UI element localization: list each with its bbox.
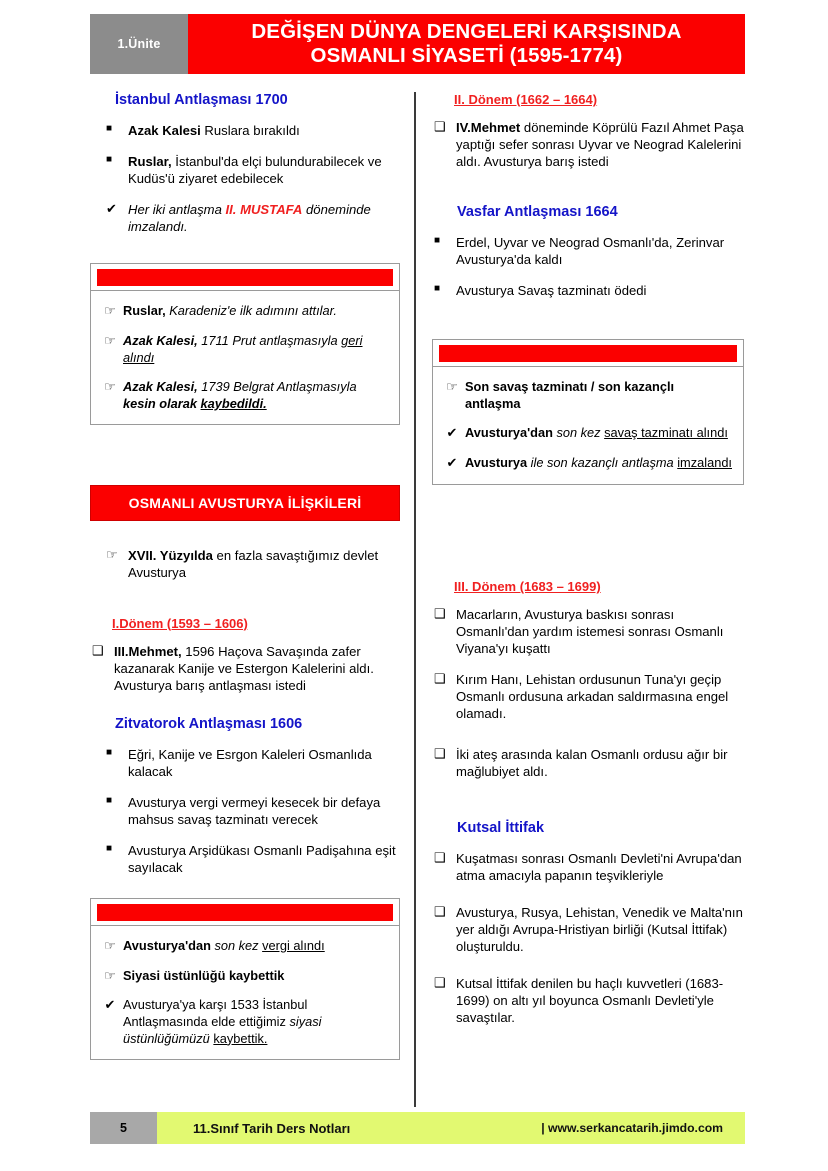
rest: İstanbul'da elçi bulundurabilecek ve Kudüs'ü ziyaret edebilecek <box>128 154 382 187</box>
box-bullet-icon: ❑ <box>92 642 104 658</box>
emphasis: Azak Kalesi, <box>123 379 198 395</box>
heading-donem-1: I.Dönem (1593 – 1606) <box>112 615 248 631</box>
emphasis: Azak Kalesi <box>128 123 201 138</box>
heading-vasfar: Vasfar Antlaşması 1664 <box>457 204 618 221</box>
page-header <box>90 14 745 74</box>
list-item-text <box>128 547 400 581</box>
rest-underline: imzalandı <box>677 455 732 471</box>
list-item-text <box>123 997 389 1047</box>
emphasis-red: II. MUSTAFA <box>225 202 303 218</box>
list-item <box>95 938 389 955</box>
summary-box-1-list <box>95 303 389 412</box>
heading-zitvatorok: Zitvatorok Antlaşması 1606 <box>115 715 303 732</box>
footer-bar <box>157 1112 745 1144</box>
summary-box-2 <box>90 898 400 1061</box>
list-item-text: İki ateş arasında kalan Osmanlı ordusu ağır bir mağlubiyet aldı. <box>456 747 728 780</box>
emphasis: Avusturya'dan <box>465 425 553 441</box>
hand-bullet-icon: ☞ <box>104 379 116 395</box>
summary-box-3-list <box>437 379 733 472</box>
square-bullet-icon: ■ <box>434 235 441 247</box>
emphasis: XVII. Yüzyılda <box>128 548 213 564</box>
rest-underline: kaybettik. <box>213 1030 268 1046</box>
emphasis: Avusturya <box>465 455 528 471</box>
rest-underline: vergi alındı <box>262 937 325 953</box>
part1: Her iki antlaşma <box>128 202 226 218</box>
summary-box-3-red-bar <box>439 345 737 362</box>
list-item <box>437 455 733 472</box>
rest: Avusturya'ya karşı 1533 İstanbul Antlaşmasında elde ettiğimiz <box>123 997 308 1030</box>
avusturya-intro-list <box>104 547 400 581</box>
list-item <box>432 975 744 1026</box>
list-item-text: Avusturya vergi vermeyi kesecek bir defaya mahsus savaş tazminatı verecek <box>128 794 381 827</box>
square-bullet-icon: ■ <box>106 123 113 134</box>
list-item <box>432 850 744 884</box>
list-item-text: Kutsal İttifak denilen bu haçlı kuvvetleri (1683- 1699) on altı yıl boyunca Osmanlı Devleti'yle savaştılar. <box>456 976 724 1026</box>
list-item-text <box>123 333 389 366</box>
list-item-text: Avusturya Savaş tazminatı ödedi <box>456 283 647 299</box>
rest: en fazla savaştığımız devlet Avusturya <box>128 548 379 581</box>
list-item-text <box>123 303 389 320</box>
check-bullet-icon: ✔ <box>446 425 458 441</box>
rest-underline: savaş tazminatı alındı <box>604 425 728 441</box>
list-item <box>432 282 744 299</box>
hand-bullet-icon: ☞ <box>104 967 116 983</box>
list-item-text <box>128 201 400 235</box>
list-item <box>95 997 389 1047</box>
check-bullet-icon: ✔ <box>106 201 117 217</box>
list-item <box>432 671 744 722</box>
box-bullet-icon: ❑ <box>434 850 446 866</box>
rest-italic: ile son kazançlı antlaşma <box>527 455 678 471</box>
list-item-text: Kuşatması sonrası Osmanlı Devleti'ni Avrupa'dan atma amacıyla papanın teşvikleriyle <box>456 851 742 884</box>
rest-italic: son kez <box>210 937 263 953</box>
list-item-text <box>123 379 389 412</box>
left-column <box>90 92 400 1076</box>
emphasis: Azak Kalesi, <box>123 332 198 348</box>
kutsal-ittifak-list <box>432 850 744 1026</box>
page-title-line1: DEĞİŞEN DÜNYA DENGELERİ KARŞISINDA <box>251 19 682 43</box>
summary-box-3 <box>432 339 744 485</box>
rest-italic: 1711 Prut antlaşmasıyla <box>197 332 342 348</box>
list-item-text: Avusturya, Rusya, Lehistan, Venedik ve Malta'nın yer aldığı Avrupa-Hristiyan birliği (Kutsal İttifak) oluşturuldu. <box>456 905 743 955</box>
box-bullet-icon: ❑ <box>434 671 446 687</box>
list-item <box>104 201 400 235</box>
list-item <box>104 746 400 780</box>
list-item-text: Erdel, Uyvar ve Neograd Osmanlı'da, Zerinvar Avusturya'da kaldı <box>456 235 725 268</box>
list-item-text: Avusturya Arşidükası Osmanlı Padişahına eşit sayılacak <box>128 842 396 875</box>
donem3-list <box>432 606 744 780</box>
summary-box-1-red-bar <box>97 269 393 286</box>
summary-box-1-body <box>91 291 399 424</box>
list-item-text <box>456 119 744 170</box>
list-item-text <box>123 938 389 955</box>
page-title-line2: OSMANLI SİYASETİ (1595-1774) <box>310 44 623 67</box>
banner-osmanli-avusturya: OSMANLI AVUSTURYA İLİŞKİLERİ <box>90 485 400 521</box>
list-item <box>95 968 389 985</box>
check-bullet-icon: ✔ <box>104 997 116 1013</box>
summary-box-3-body <box>433 367 743 484</box>
page-footer <box>90 1112 745 1144</box>
square-bullet-icon: ■ <box>434 283 441 295</box>
list-item <box>104 794 400 828</box>
column-divider <box>414 92 416 1107</box>
hand-bullet-icon: ☞ <box>104 937 116 953</box>
summary-box-2-bar-wrap <box>91 899 399 926</box>
list-item <box>432 119 744 170</box>
unit-badge: 1.Ünite <box>90 14 188 74</box>
footer-title: 11.Sınıf Tarih Ders Notları <box>193 1120 351 1136</box>
istanbul-list <box>104 122 400 235</box>
heading-kutsal-ittifak: Kutsal İttifak <box>457 820 545 837</box>
heading-donem-2: II. Dönem (1662 – 1664) <box>454 92 598 107</box>
list-item-text: Eğri, Kanije ve Esrgon Kaleleri Osmanlıda kalacak <box>128 746 372 779</box>
rest-bold-italic: kesin olarak <box>123 395 201 411</box>
list-item-text: Kırım Hanı, Lehistan ordusunun Tuna'yı geçip Osmanlı ordusuna arkadan saldırmasına engel olamadı. <box>456 672 729 722</box>
list-item-text: Macarların, Avusturya baskısı sonrası Osmanlı'dan yardım istemesi sonrası Osmanlı Viyana'yı kuşattı <box>456 607 724 657</box>
heading-istanbul-antlasmasi: İstanbul Antlaşması 1700 <box>115 92 288 108</box>
summary-box-3-bar-wrap <box>433 340 743 367</box>
rest-italic: Karadeniz'e ilk adımını attılar. <box>165 303 337 319</box>
emphasis: Ruslar, <box>128 154 172 170</box>
list-item-text <box>128 153 400 187</box>
rest-underline: geri alındı <box>123 332 363 365</box>
summary-box-1-bar-wrap <box>91 264 399 291</box>
hand-bullet-icon: ☞ <box>104 332 116 348</box>
list-item <box>90 643 400 694</box>
heading-donem-3: III. Dönem (1683 – 1699) <box>454 579 601 595</box>
list-item <box>104 153 400 187</box>
list-item-text <box>128 122 400 139</box>
list-item <box>104 122 400 139</box>
list-item <box>95 379 389 412</box>
list-item <box>95 303 389 320</box>
hand-bullet-icon: ☞ <box>106 547 118 563</box>
emphasis: Ruslar, <box>123 303 166 319</box>
rest-italic: 1739 Belgrat Antlaşmasıyla <box>197 379 357 395</box>
list-item <box>104 842 400 876</box>
list-item-text <box>114 643 400 694</box>
page-number: 5 <box>90 1112 157 1144</box>
list-item <box>437 425 733 442</box>
square-bullet-icon: ■ <box>106 746 113 758</box>
list-item-text <box>465 379 733 412</box>
hand-bullet-icon: ☞ <box>446 379 458 395</box>
list-item <box>432 234 744 268</box>
list-item <box>432 904 744 955</box>
list-item <box>437 379 733 412</box>
summary-box-2-list <box>95 938 389 1048</box>
list-item <box>95 333 389 366</box>
right-column <box>432 92 744 1040</box>
emphasis: III.Mehmet, <box>114 643 182 659</box>
list-item-text <box>123 968 389 985</box>
list-item-text <box>465 425 733 442</box>
list-item <box>104 547 400 581</box>
summary-box-2-body <box>91 926 399 1060</box>
emphasis: Avusturya'dan <box>123 937 211 953</box>
donem2-list <box>432 119 744 170</box>
summary-box-1 <box>90 263 400 425</box>
emphasis: IV.Mehmet <box>456 120 521 135</box>
rest: döneminde Köprülü Fazıl Ahmet Paşa yaptığı sefer sonrası Uyvar ve Neograd Kalelerini aldı. Avusturya barış istedi <box>456 120 744 170</box>
rest-italic: son kez <box>552 425 605 441</box>
square-bullet-icon: ■ <box>106 154 113 166</box>
box-bullet-icon: ❑ <box>434 606 446 622</box>
rest-italic: siyasi üstünlüğümüzü <box>123 1014 322 1046</box>
list-item-text <box>465 455 733 472</box>
square-bullet-icon: ■ <box>106 842 113 854</box>
emphasis: Siyasi üstünlüğü kaybettik <box>123 967 285 983</box>
check-bullet-icon: ✔ <box>446 455 458 471</box>
summary-box-2-red-bar <box>97 904 393 921</box>
box-bullet-icon: ❑ <box>434 975 446 991</box>
part2: döneminde imzalandı. <box>128 202 371 235</box>
footer-website: | www.serkancatarih.jimdo.com <box>541 1121 723 1135</box>
rest: 1596 Haçova Savaşında zafer kazanarak Kanije ve Estergon Kalelerini aldı. Avusturya barış antlaşması istedi <box>114 643 374 693</box>
list-item <box>432 746 744 780</box>
page-title <box>188 14 745 74</box>
donem1-list <box>90 643 400 694</box>
vasfar-list <box>432 234 744 299</box>
rest: Ruslara bırakıldı <box>200 123 300 138</box>
box-bullet-icon: ❑ <box>434 746 446 762</box>
box-bullet-icon: ❑ <box>434 119 446 134</box>
hand-bullet-icon: ☞ <box>104 303 116 319</box>
emphasis: Son savaş tazminatı / son kazançlı antlaşma <box>465 379 675 411</box>
box-bullet-icon: ❑ <box>434 904 446 920</box>
square-bullet-icon: ■ <box>106 794 113 806</box>
zitvatorok-list <box>104 746 400 876</box>
rest-underline: kaybedildi. <box>200 395 267 411</box>
list-item <box>432 606 744 657</box>
